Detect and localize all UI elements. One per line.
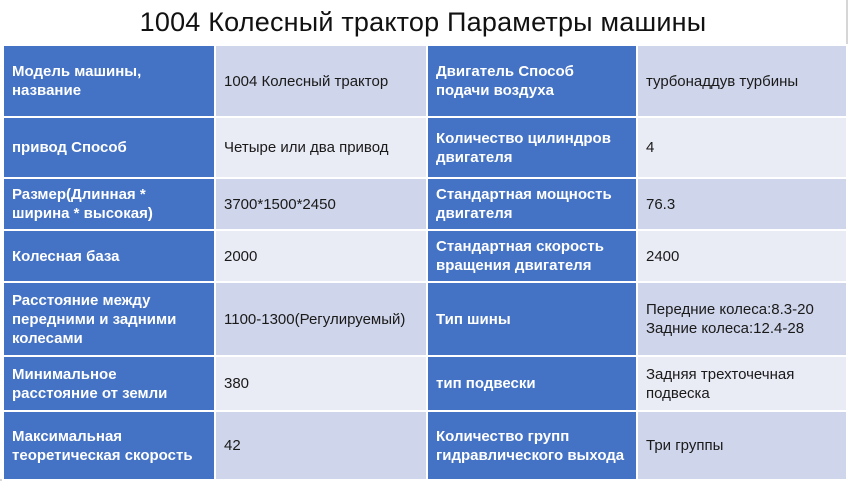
param-value: 4 [637,117,847,178]
param-label: Расстояние между передними и задними колесами [3,282,215,356]
param-label: Количество цилиндров двигателя [427,117,637,178]
tire-rear-value: Задние колеса:12.4-28 [646,320,805,337]
table-row [3,356,847,411]
param-value: 2400 [637,230,847,282]
param-value: 42 [215,411,427,480]
param-label: Стандартная скорость вращения двигателя [427,230,637,282]
table-row [3,178,847,230]
tire-front-value: Передние колеса:8.3-20 [646,301,814,318]
table-row [3,117,847,178]
param-value [637,282,847,356]
page-title: 1004 Колесный трактор Параметры машины [139,6,707,37]
spec-table [2,44,848,481]
table-row [3,230,847,282]
param-label: Максимальная теоретическая скорость [3,411,215,480]
param-label: Колесная база [3,230,215,282]
param-value: Задняя трехточечная подвеска [637,356,847,411]
param-value: 3700*1500*2450 [215,178,427,230]
param-label: Модель машины, название [3,45,215,117]
param-label: Количество групп гидравлического выхода [427,411,637,480]
param-label: Минимальное расстояние от земли [3,356,215,411]
param-label: привод Способ [3,117,215,178]
table-row [3,411,847,480]
param-label: Тип шины [427,282,637,356]
param-value: 76.3 [637,178,847,230]
param-label: Двигатель Способ подачи воздуха [427,45,637,117]
param-value: Три группы [637,411,847,480]
param-value: 1100-1300(Регулируемый) [215,282,427,356]
table-row [3,282,847,356]
param-label: Стандартная мощность двигателя [427,178,637,230]
param-value: 380 [215,356,427,411]
param-value: турбонаддув турбины [637,45,847,117]
table-row [3,45,847,117]
param-value: Четыре или два привод [215,117,427,178]
param-value: 2000 [215,230,427,282]
param-label: Размер(Длинная * ширина * высокая) [3,178,215,230]
param-label: тип подвески [427,356,637,411]
param-value: 1004 Колесный трактор [215,45,427,117]
